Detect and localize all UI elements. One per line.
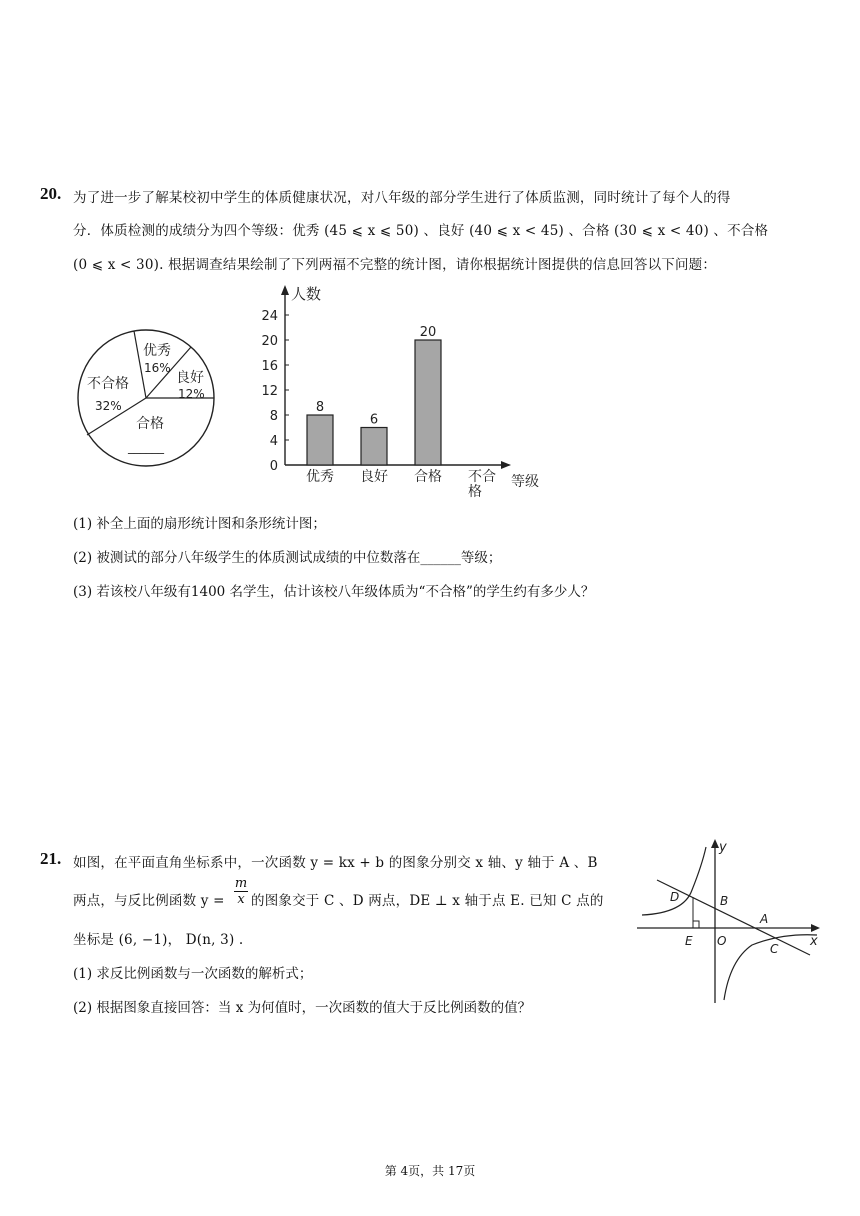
q21-line-2b: 的图象交于 C 、D 两点，DE ⊥ x 轴于点 E. 已知 C 点的 — [251, 893, 604, 909]
bar-value-label: 20 — [419, 325, 437, 340]
y-tick-label: 16 — [261, 359, 278, 374]
pie-label-excellent: 优秀 — [143, 343, 171, 359]
point-B-label: B — [720, 894, 729, 908]
point-A-label: A — [760, 912, 769, 926]
pie-label-fail: 不合格 — [87, 376, 129, 392]
y-tick-label: 24 — [261, 309, 278, 324]
pie-pass-blank: ______ — [128, 440, 164, 454]
x-axis-title: 等级 — [511, 474, 539, 490]
category-label: 不合格 — [468, 469, 496, 500]
bar — [361, 428, 387, 466]
page-footer: 第 4页，共 17页 — [384, 1164, 476, 1178]
q20-line-2: 分．体质检测的成绩分为四个等级：优秀 (45 ⩽ x ⩽ 50) 、良好 (40 ⩽ x < 45) 、合格 (30 ⩽ x < 40) 、不合格 — [73, 223, 769, 239]
y-axis-title: 人数 — [291, 285, 322, 303]
linear-function-line — [657, 880, 810, 955]
q21-line-1: 如图，在平面直角坐标系中，一次函数 y = kx + b 的图象分别交 x 轴、y 轴于 A 、B — [73, 855, 598, 871]
origin-label: O — [717, 934, 727, 948]
q20-subquestion-1: (1) 补全上面的扇形统计图和条形统计图； — [73, 516, 326, 532]
y-axis-arrow — [281, 285, 289, 295]
y-tick-label: 4 — [269, 434, 278, 449]
pie-pct-fail: 32% — [95, 399, 122, 413]
q20-subquestion-3: (3) 若该校八年级有1400 名学生，估计该校八年级体质为“不合格”的学生约有多少人？ — [73, 584, 595, 600]
point-E-label: E — [685, 934, 693, 948]
q20-line-1: 为了进一步了解某校初中学生的体质健康状况，对八年级的部分学生进行了体质监测，同时统计了每个人的得 — [73, 190, 731, 206]
pie-pct-excellent: 16% — [144, 361, 171, 375]
right-angle-mark — [693, 921, 699, 928]
pie-pct-good: 12% — [178, 387, 205, 401]
graph-y-label: y — [719, 840, 727, 855]
q20-line-3: (0 ⩽ x < 30). 根据调查结果绘制了下列两福不完整的统计图，请你根据统计图提供的信息回答以下问题： — [73, 257, 717, 273]
y-tick-label: 12 — [261, 384, 278, 399]
question-number: 20. — [40, 184, 62, 203]
y-tick-label: 0 — [269, 459, 278, 474]
graph-x-label: x — [810, 934, 818, 949]
q21-line-3: 坐标是 (6, −1)， D(n, 3) . — [73, 932, 244, 948]
q21-line-2a: 两点，与反比例函数 y = — [73, 893, 225, 909]
pie-chart — [70, 300, 230, 470]
question-number: 21. — [40, 849, 62, 868]
fraction-denominator: x — [237, 892, 245, 907]
bar — [307, 415, 333, 465]
fraction-numerator: m — [234, 876, 248, 891]
pie-label-pass: 合格 — [136, 416, 164, 432]
bar-chart — [255, 282, 555, 502]
bar — [415, 340, 441, 465]
bars-group — [306, 325, 496, 500]
pie-label-good: 良好 — [176, 370, 204, 386]
q21-subquestion-2: (2) 根据图象直接回答：当 x 为何值时，一次函数的值大于反比例函数的值？ — [73, 1000, 532, 1016]
q21-subquestion-1: (1) 求反比例函数与一次函数的解析式； — [73, 966, 313, 982]
graph-y-arrow — [711, 839, 719, 848]
point-D-label: D — [670, 890, 680, 904]
bar-value-label: 6 — [369, 412, 379, 428]
hyperbola-upper-left — [642, 847, 706, 915]
category-label: 良好 — [360, 469, 388, 485]
y-tick-label: 8 — [269, 409, 278, 424]
bar-value-label: 8 — [315, 400, 325, 415]
y-tick-label: 20 — [261, 334, 278, 349]
q20-subquestion-2: (2) 被测试的部分八年级学生的体质测试成绩的中位数落在______等级； — [73, 550, 502, 566]
category-label: 合格 — [414, 469, 442, 485]
x-axis-arrow — [501, 461, 511, 469]
graph-x-arrow — [811, 924, 820, 932]
category-label: 优秀 — [306, 469, 334, 485]
coordinate-graph — [632, 835, 832, 1010]
point-C-label: C — [770, 942, 779, 956]
fraction — [234, 876, 248, 907]
